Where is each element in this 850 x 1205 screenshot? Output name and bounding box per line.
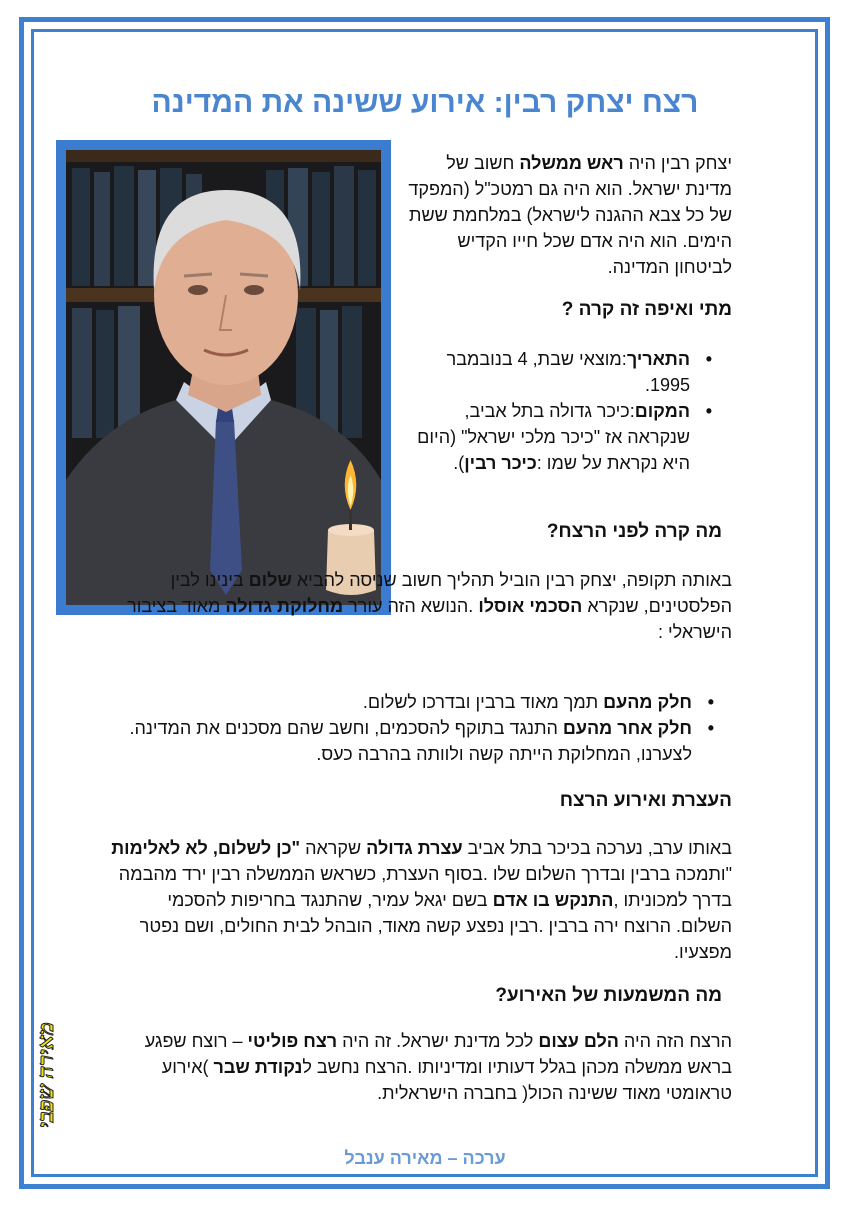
svg-text:מאירה שפבי: מאירה שפבי — [33, 1022, 58, 1128]
footer-credit: ערכה – מאירה ענבל — [344, 1148, 506, 1168]
list-item-place: • המקום:כיכר גדולה בתל אביב, שנקראה אז "כיכר מלכי ישראל" (היום היא נקראת על שמו :כיכר רבין). — [400, 398, 690, 476]
list-item-support: • חלק מהעם תמך מאוד ברבין ובדרכו לשלום. — [100, 689, 692, 715]
before-list — [100, 689, 712, 767]
when-where-list — [400, 346, 710, 476]
intro-bold-pm: ראש ממשלה — [519, 153, 624, 173]
heading-meaning: מה המשמעות של האירוע? — [495, 985, 722, 1006]
portrait-image — [66, 150, 381, 605]
portrait-photo — [56, 140, 391, 615]
before-paragraph: באותה תקופה, יצחק רבין הוביל תהליך חשוב שניסה להביא שלום בינינו לבין הפלסטינים, שנקרא הסכמי אוסלו .הנושא הזה עורר מחלוקת גדולה מאוד בציבור הישראלי : — [127, 570, 732, 642]
rally-paragraph: באותו ערב, נערכה בכיכר בתל אביב עצרת גדולה שקראה "כן לשלום, לא לאלימות "ותמכה ברבין ובדרך השלום שלו .בסוף העצרת, כשראש הממשלה רבין ירד מהבמה בדרך למכוניתו ,התנקש בו אדם בשם יגאל עמיר, שהתנגד בחריפות להסכמי השלום. הרוצח ירה ברבין .רבין נפצע קשה מאוד, הובהל לבית החולים, ושם נפטר מפצעיו. — [111, 838, 732, 962]
intro-paragraph: יצחק רבין היה ראש ממשלה חשוב של מדינת ישראל. הוא היה גם רמטכ"ל (המפקד של כל צבא ההגנה לישראל) במלחמת ששת הימים. הוא היה אדם שכל חייו הקדיש לביטחון המדינה. — [408, 153, 732, 277]
list-item-oppose: • חלק אחר מהעם התנגד בתוקף להסכמים, וחשב שהם מסכנים את המדינה. לצערנו, המחלוקת הייתה קשה ולוותה בהרבה כעס. — [100, 715, 692, 767]
heading-rally: העצרת ואירוע הרצח — [559, 790, 732, 811]
list-item-date: • התאריך:מוצאי שבת, 4 בנובמבר 1995. — [400, 346, 690, 398]
heading-when-where: מתי ואיפה זה קרה ? — [561, 299, 732, 320]
side-signature-logo — [33, 1000, 68, 1150]
meaning-paragraph: הרצח הזה היה הלם עצום לכל מדינת ישראל. זה היה רצח פוליטי – רוצח שפגע בראש ממשלה מכהן בגלל דעותיו ומדיניותו .הרצח נחשב לנקודת שבר )אירוע טראומטי מאוד ששינה הכול( בחברה הישראלית. — [144, 1031, 732, 1103]
page-title: רצח יצחק רבין: אירוע ששינה את המדינה — [151, 86, 699, 119]
heading-before: מה קרה לפני הרצח? — [546, 521, 722, 542]
